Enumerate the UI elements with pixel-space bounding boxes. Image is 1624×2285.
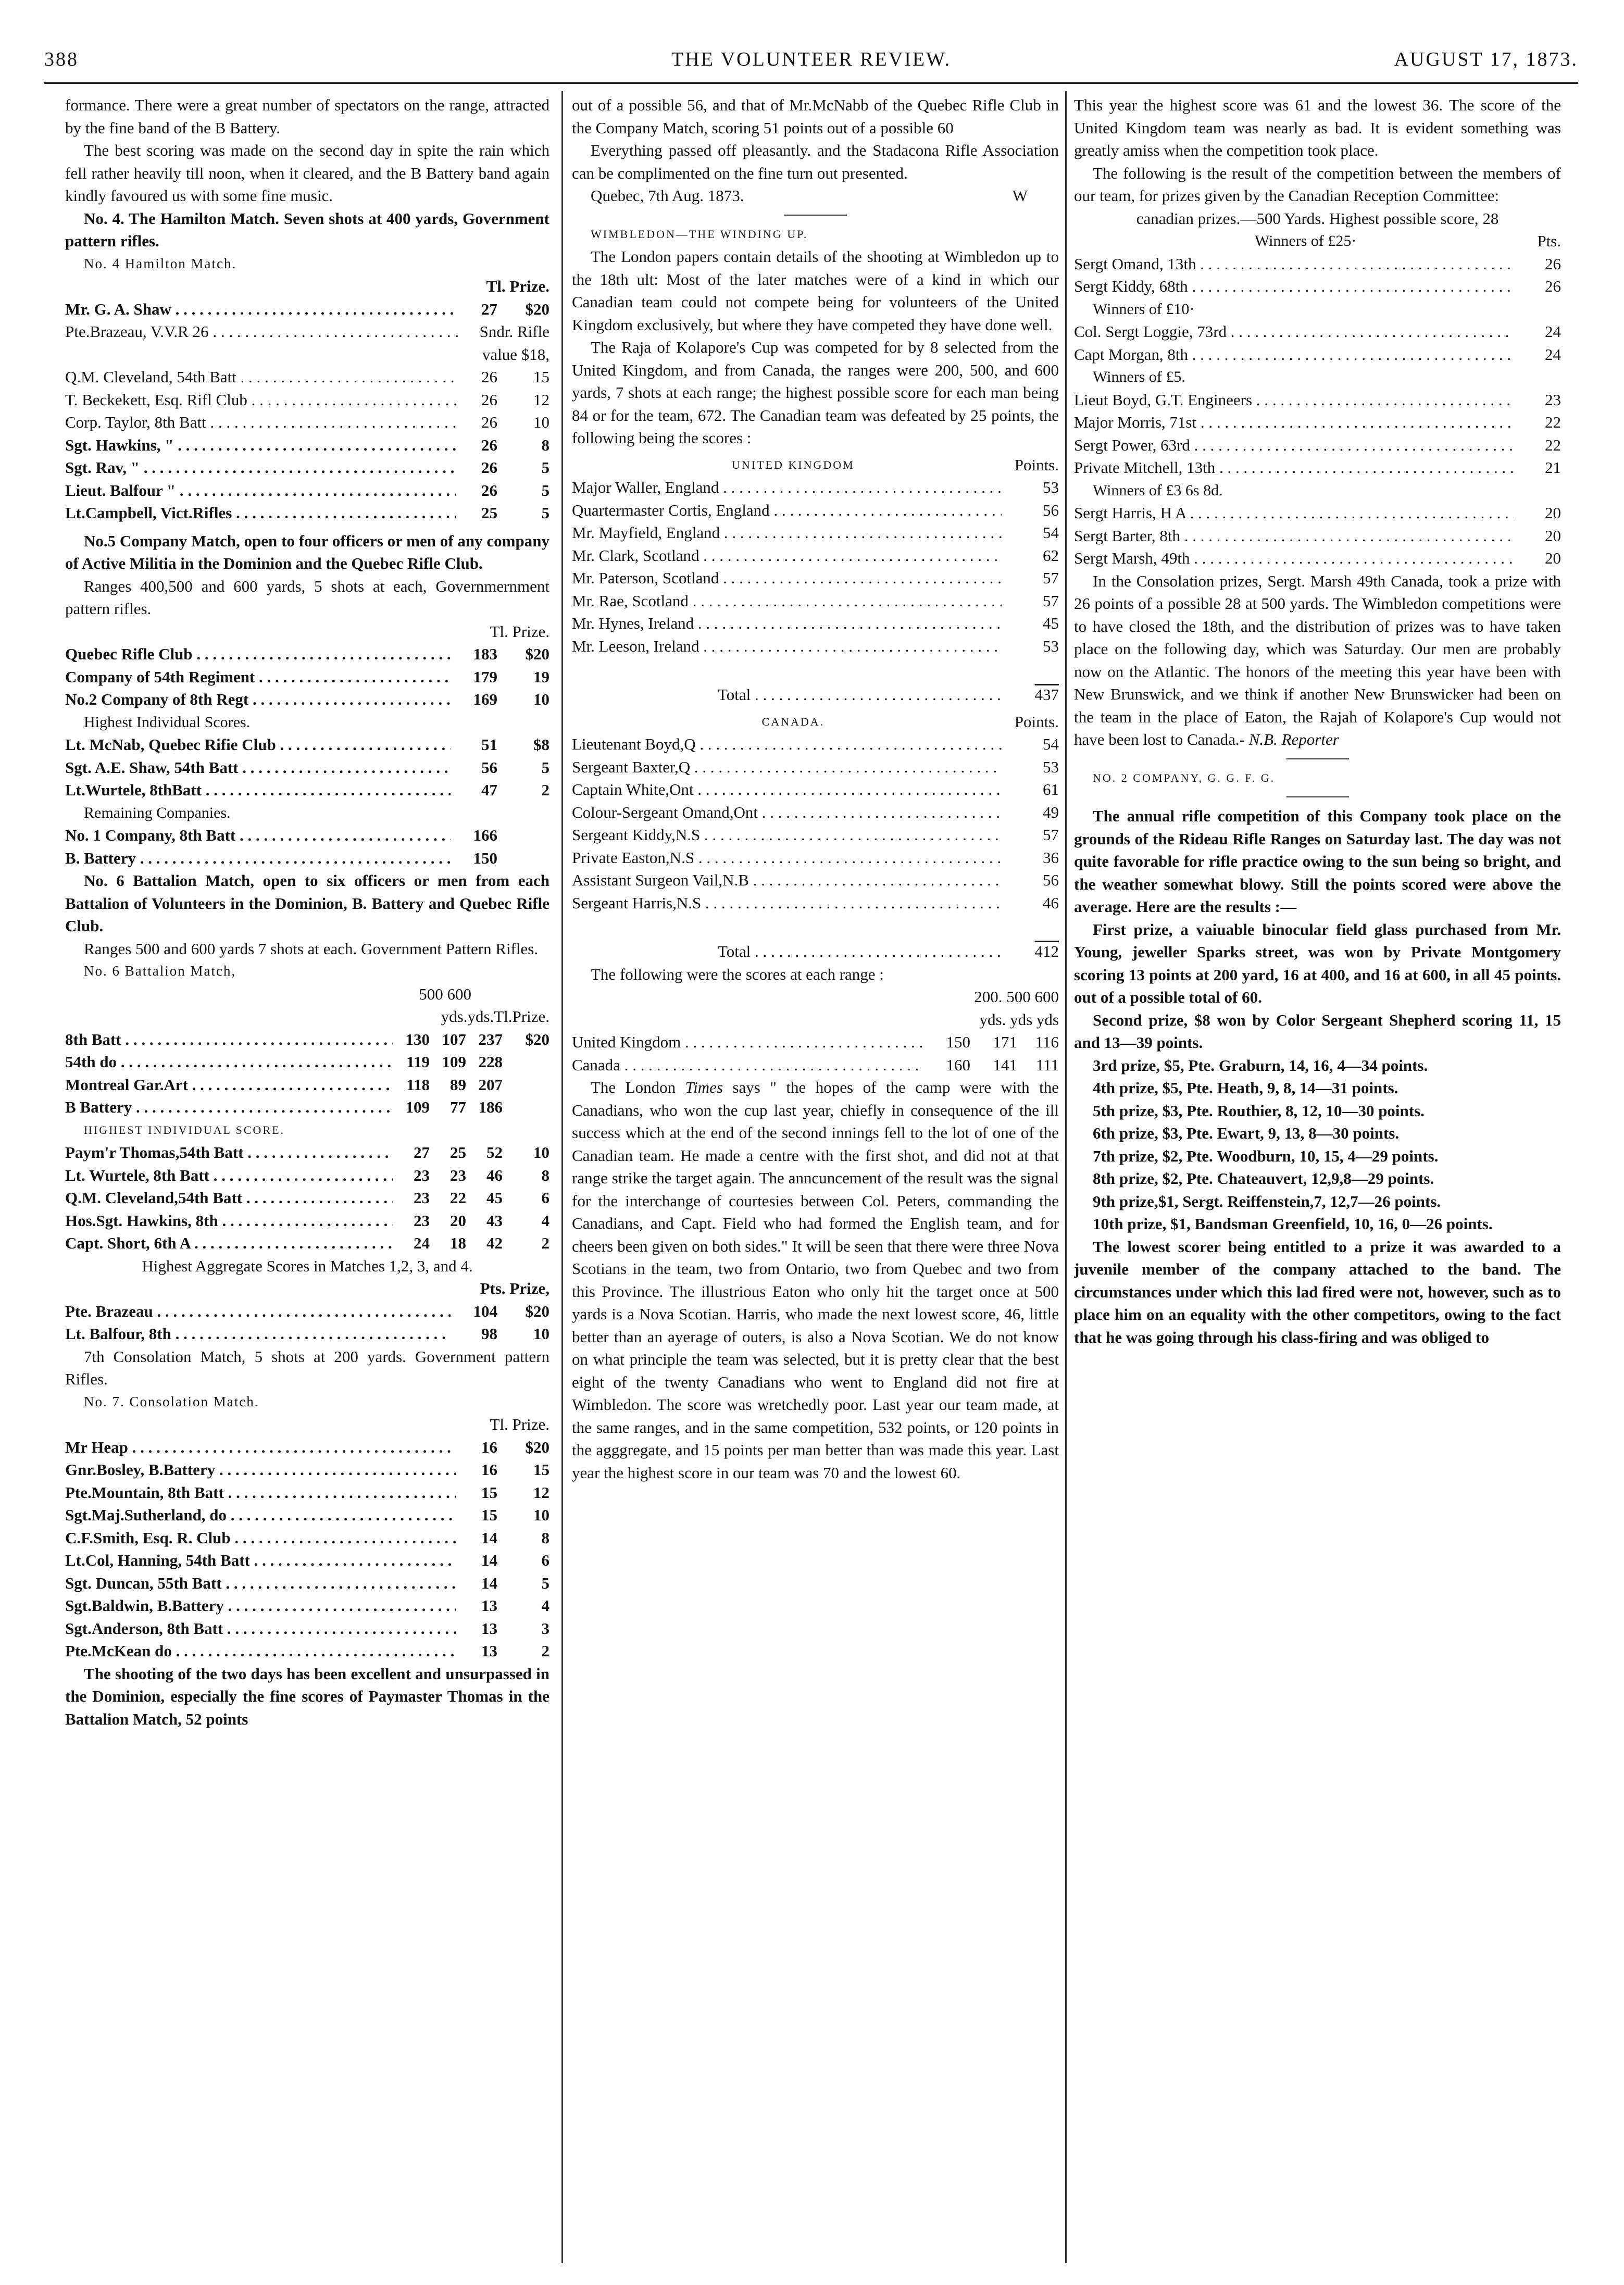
table-row: Colour-Sergeant Omand,Ont . . . 49 xyxy=(572,801,1059,824)
paragraph: 7th Consolation Match, 5 shots at 200 yards. Government pattern Rifles. xyxy=(65,1347,549,1388)
table-header: UNITED KINGDOM Points. xyxy=(732,455,1059,474)
table-row: Sergt Omand, 13th . . . 26 xyxy=(1074,253,1561,276)
table-row: Lieut. Balfour " . . . 26 5 xyxy=(65,479,549,502)
paragraph: No. 4. The Hamilton Match. Seven shots at 400 yards, Government pattern rifles. xyxy=(65,209,549,250)
table-row: Pte. Brazeau . . . 104 $20 xyxy=(65,1300,549,1323)
table-row: Mr. Clark, Scotland . . . 62 xyxy=(572,544,1059,567)
prize-winners-10-table xyxy=(1074,320,1561,366)
table-row: Sergt Harris, H A . . . 20 xyxy=(1074,502,1561,525)
table-header: CANADA. Points. xyxy=(761,712,1059,731)
table-row: Captain White,Ont . . . 61 xyxy=(572,778,1059,801)
masthead-title: THE VOLUNTEER REVIEW. xyxy=(671,48,951,70)
table-row: United Kingdom . . . 150 171 116 xyxy=(572,1031,1059,1054)
table-row: Q.M. Cleveland,54th Batt . . . 23 22 45 6 xyxy=(65,1187,549,1209)
column-divider-2 xyxy=(1065,91,1067,2263)
table-subtitle: Winners of £5. xyxy=(1093,368,1185,385)
paragraph: The London Times says " the hopes of the camp were with the Canadians, who won the cup last year, chiefly in consequence of the ill success which at the end of the second innings fell to the lot of one of the Canadian team. He made a centre with the first shot, and did not at that range strike the target again. The anncuncement of the result was the signal for the interchange of courtesies between Col. Peters, commanding the Canadians, and Capt. Field who had formed the English team, and for cheers been given on both sides." It will be seen that there were three Nova Scotians in the team, two from Ontario, two from Quebec and two from this Province. The illustrious Eaton who only hit the target once at 500 yards is a Nova Scotian. Harris, who made the next lowest score, 46, little better than an ayerage of outers, is also a Nova Scotian. We do not know on what principle the team was selected, but it is pretty clear that the best eight of the twenty Canadians who went to England did not fire at Wimbledon. The score was wretchedly poor. Last year our team made, at the same ranges, and in the same competition, 532 points, or 120 points in the agggregate, and 15 points per man better than was made this year. Last year the highest score in our team was 70 and the lowest 60. xyxy=(572,1078,1059,1482)
column-3 xyxy=(1074,94,1561,2271)
table-row: Lt.Wurtele, 8thBatt . . . 47 2 xyxy=(65,779,549,802)
prize-table-title: canadian prizes.—500 Yards. Highest possible score, 28 xyxy=(1136,209,1499,228)
table-row: Sergeant Harris,N.S . . . 46 xyxy=(572,892,1059,915)
battalion-match-table xyxy=(65,1028,549,1119)
dateline: Quebec, 7th Aug. 1873. W xyxy=(591,186,1028,205)
table-row: Capt Morgan, 8th . . . 24 xyxy=(1074,343,1561,366)
table-header: yds.yds.Tl.Prize. xyxy=(441,1007,549,1026)
table-row: Pte.McKean do . . . 13 2 xyxy=(65,1640,549,1663)
table-row: Sgt. A.E. Shaw, 54th Batt . . . 56 5 xyxy=(65,756,549,779)
table-subtitle: Winners of £3 6s 8d. xyxy=(1093,481,1223,499)
paragraph: Ranges 400,500 and 600 yards, 5 shots at each, Governmernment pattern rifles. xyxy=(65,577,549,618)
table-row: C.F.Smith, Esq. R. Club . . . 14 8 xyxy=(65,1527,549,1550)
prize-winners-5-table xyxy=(1074,389,1561,479)
table-row: Sergt Marsh, 49th . . . 20 xyxy=(1074,547,1561,570)
company-match-table xyxy=(65,643,549,711)
paragraph: The Raja of Kolapore's Cup was competed for by 8 selected from the United Kingdom, and from Canada, the ranges were 200, 500, and 600 yards, 7 shots at each range; the highest possible score for each man being 84 or for the team, 672. The Canadian team was defeated by 25 points, the following being the scores : xyxy=(572,338,1059,447)
paragraph: Ranges 500 and 600 yards 7 shots at each. Government Pattern Rifles. xyxy=(84,939,539,958)
table-row: Lt.Campbell, Vict.Rifles . . . 25 5 xyxy=(65,502,549,525)
table-row: 54th do . . . 119 109 228 xyxy=(65,1051,549,1073)
table-subtitle: Highest Individual Scores. xyxy=(84,713,251,731)
table-row: No. 1 Company, 8th Batt . . . 166 xyxy=(65,824,549,847)
paragraph: formance. There were a great number of spectators on the range, attracted by the fine band of the B Battery. xyxy=(65,96,549,137)
paragraph: Second prize, $8 won by Color Sergeant Shepherd scoring 11, 15 and 13—39 points. xyxy=(1074,1010,1561,1052)
table-row: Lt.Col, Hanning, 54th Batt . . . 14 6 xyxy=(65,1549,549,1572)
table-row: No.2 Company of 8th Regt . . . 169 10 xyxy=(65,688,549,711)
table-row: Mr. Mayfield, England . . . 54 xyxy=(572,521,1059,544)
table-header: Tl. Prize. xyxy=(486,277,549,295)
paragraph: In the Consolation prizes, Sergt. Marsh 49th Canada, took a prize with 26 points of a possible 28 at 500 yards. The Wimbledon competitions were to have closed the 18th, and the distribution of prizes was to have taken place on the following day, which was Saturday. Our men are probably now on the Atlantic. The honors of the meeting this year have been with New Brunswick, and we think if another New Brunswicker had been on the team in the place of Eaton, the Rajah of Kolapore's Cup would not have been lost to Canada.- N.B. Reporter xyxy=(1074,571,1561,748)
table-row: Montreal Gar.Art . . . 118 89 207 xyxy=(65,1073,549,1096)
table-header: yds. yds yds xyxy=(979,1010,1059,1029)
paragraph: 5th prize, $3, Pte. Routhier, 8, 12, 10—30 points. xyxy=(1093,1101,1425,1120)
table-row: value $18, xyxy=(482,345,549,364)
paragraph: Highest Aggregate Scores in Matches 1,2, 3, and 4. xyxy=(142,1256,473,1275)
paragraph: The London papers contain details of the shooting at Wimbledon up to the 18th ult: Most of the later matches were of a kind in which our Canadian team could not compete being for volunteers of the United Kingdom exclusively, but where they have competed they have done well. xyxy=(572,247,1059,334)
paragraph: 10th prize, $1, Bandsman Greenfield, 10, 16, 0—26 points. xyxy=(1093,1215,1493,1233)
table-title: No. 4 Hamilton Match. xyxy=(84,255,237,271)
table-row: Sgt.Baldwin, B.Battery . . . 13 4 xyxy=(65,1594,549,1617)
table-row: Major Morris, 71st . . . 22 xyxy=(1074,411,1561,434)
column-1 xyxy=(65,94,549,2271)
paragraph: 3rd prize, $5, Pte. Graburn, 14, 16, 4—34 points. xyxy=(1093,1056,1428,1075)
issue-date: AUGUST 17, 1873. xyxy=(1394,48,1578,70)
table-row: Quartermaster Cortis, England . . . 56 xyxy=(572,499,1059,522)
table-row: B Battery . . . 109 77 186 xyxy=(65,1096,549,1119)
table-row: Mr. Leeson, Ireland . . . 53 xyxy=(572,635,1059,658)
table-row: Sgt.Anderson, 8th Batt . . . 13 3 xyxy=(65,1617,549,1640)
paragraph: The following were the scores at each range : xyxy=(591,965,884,983)
table-row: Sergeant Baxter,Q . . . 53 xyxy=(572,756,1059,779)
table-row: Sergt Barter, 8th . . . 20 xyxy=(1074,525,1561,547)
section-heading: NO. 2 COMPANY, G. G. F. G. xyxy=(1093,771,1276,784)
table-title: No. 6 Battalion Match, xyxy=(84,963,236,979)
table-row: Pte.Mountain, 8th Batt . . . 15 12 xyxy=(65,1481,549,1504)
table-row: Mr Heap . . . 16 $20 xyxy=(65,1436,549,1459)
table-row: Pte.Brazeau, V.V.R 26 . . . Sndr. Rifle xyxy=(65,320,549,343)
header-rule xyxy=(44,82,1578,84)
table-row: B. Battery . . . 150 xyxy=(65,847,549,870)
paragraph: The following is the result of the competition between the members of our team, for prizes given by the Canadian Reception Committee: xyxy=(1074,164,1561,205)
table-row: Quebec Rifle Club . . . 183 $20 xyxy=(65,643,549,666)
hamilton-match-table xyxy=(65,298,549,525)
range-scores-table xyxy=(572,1031,1059,1076)
table-row: Sgt. Rav, " . . . 26 5 xyxy=(65,456,549,479)
paragraph: The lowest scorer being entitled to a prize it was awarded to a juvenile member of the company attached to the band. The circumstances under which this lad fired were not, however, such as to place him on an equality with the other competitors, owing to the fact that he was going through his class-firing and was obliged to xyxy=(1074,1237,1561,1346)
page-number: 388 xyxy=(44,48,79,70)
paragraph: 9th prize,$1, Sergt. Reiffenstein,7, 12,7—26 points. xyxy=(1093,1192,1441,1210)
table-row: Assistant Surgeon Vail,N.B . . . 56 xyxy=(572,869,1059,892)
table-subtitle: Remaining Companies. xyxy=(84,804,231,821)
table-header: Pts. Prize, xyxy=(480,1279,549,1297)
table-row: Q.M. Cleveland, 54th Batt . . . 26 15 xyxy=(65,366,549,389)
total-row: Total . . . 437 xyxy=(572,683,1059,706)
united-kingdom-table xyxy=(572,476,1059,657)
paragraph: This year the highest score was 61 and the lowest 36. The score of the United Kingdom team was nearly as bad. It is evident something was greatly amiss when the competition took place. xyxy=(1074,96,1561,159)
canada-table xyxy=(572,733,1059,914)
prize-winners-25-table xyxy=(1074,253,1561,298)
paragraph: 6th prize, $3, Pte. Ewart, 9, 13, 8—30 points. xyxy=(1093,1124,1400,1142)
table-row: Sgt.Maj.Sutherland, do . . . 15 10 xyxy=(65,1504,549,1527)
table-row: Canada . . . 160 141 111 xyxy=(572,1054,1059,1077)
remaining-companies-table xyxy=(65,824,549,869)
table-row: Mr. Paterson, Scotland . . . 57 xyxy=(572,567,1059,590)
table-row: Corp. Taylor, 8th Batt . . . 26 10 xyxy=(65,411,549,434)
table-header: Tl. Prize. xyxy=(490,1415,549,1433)
table-row: Sgt. Hawkins, " . . . 26 8 xyxy=(65,434,549,457)
table-header: Winners of £25· Pts. xyxy=(1254,232,1561,250)
table-header: 500 600 xyxy=(419,984,471,1003)
table-subtitle: HIGHEST INDIVIDUAL SCORE. xyxy=(84,1123,285,1137)
paragraph: No. 6 Battalion Match, open to six officers or men from each Battalion of Volunteers in the Dominion, B. Battery and Quebec Rifle Club. xyxy=(65,871,549,935)
section-rule xyxy=(1286,758,1349,759)
table-row: 8th Batt . . . 130 107 237 $20 xyxy=(65,1028,549,1051)
table-row: Mr. G. A. Shaw . . . 27 $20 xyxy=(65,298,549,321)
table-row: Lieut Boyd, G.T. Engineers . . . 23 xyxy=(1074,389,1561,411)
battalion-individual-table xyxy=(65,1141,549,1255)
section-rule xyxy=(784,215,847,216)
table-row: Sergeant Kiddy,N.S . . . 57 xyxy=(572,823,1059,846)
table-row: Paym'r Thomas,54th Batt . . . 27 25 52 10 xyxy=(65,1141,549,1164)
table-header: 200. 500 600 xyxy=(974,988,1059,1006)
table-row: Hos.Sgt. Hawkins, 8th . . . 23 20 43 4 xyxy=(65,1209,549,1232)
column-2 xyxy=(572,94,1059,2271)
prize-winners-3-table xyxy=(1074,502,1561,570)
paragraph: First prize, a vaiuable binocular field glass purchased from Mr. Young, jeweller Sparks street, was won by Private Montgomery scoring 13 points at 200 yard, 16 at 400, and 16 at 600, in all 45 points. out of a possible total of 60. xyxy=(1074,920,1561,1006)
table-row: Sergt Kiddy, 68th . . . 26 xyxy=(1074,275,1561,298)
page-header xyxy=(44,48,1578,79)
paragraph: The annual rifle competition of this Company took place on the grounds of the Rideau Rifle Ranges on Saturday last. The day was not quite favorable for rifle practice owing to the sun being so bright, and the weather somewhat blowy. Still the points scored were above the average. Here are the results :— xyxy=(1074,807,1561,916)
table-row: Private Easton,N.S . . . 36 xyxy=(572,846,1059,869)
paragraph: 4th prize, $5, Pte. Heath, 9, 8, 14—31 points. xyxy=(1093,1079,1398,1097)
column-divider-1 xyxy=(561,91,563,2263)
table-title: No. 7. Consolation Match. xyxy=(84,1393,259,1409)
table-row: Private Mitchell, 13th . . . 21 xyxy=(1074,456,1561,479)
consolation-match-table xyxy=(65,1436,549,1663)
table-row: Lt. Wurtele, 8th Batt . . . 23 23 46 8 xyxy=(65,1164,549,1187)
paragraph: 7th prize, $2, Pte. Woodburn, 10, 15, 4—29 points. xyxy=(1093,1146,1439,1165)
table-row: Capt. Short, 6th A . . . 24 18 42 2 xyxy=(65,1232,549,1255)
table-row: Sgt. Duncan, 55th Batt . . . 14 5 xyxy=(65,1572,549,1595)
total-row: Total . . . 412 xyxy=(572,940,1059,963)
table-row: Lt. Balfour, 8th . . . 98 10 xyxy=(65,1322,549,1345)
table-row: Lieutenant Boyd,Q . . . 54 xyxy=(572,733,1059,756)
section-heading: WIMBLEDON—THE WINDING UP. xyxy=(591,227,808,241)
table-row: Gnr.Bosley, B.Battery . . . 16 15 xyxy=(65,1458,549,1481)
table-row: Lt. McNab, Quebec Rifie Club . . . 51 $8 xyxy=(65,733,549,756)
paragraph: 8th prize, $2, Pte. Chateauvert, 12,9,8—29 points. xyxy=(1093,1169,1434,1188)
paragraph: out of a possible 56, and that of Mr.McNabb of the Quebec Rifle Club in the Company Match, scoring 51 points out of a possible 60 xyxy=(572,96,1059,137)
table-header: Tl. Prize. xyxy=(490,622,549,641)
table-row: Company of 54th Regiment . . . 179 19 xyxy=(65,666,549,689)
table-subtitle: Winners of £10· xyxy=(1093,300,1195,318)
section-rule xyxy=(1286,796,1349,797)
paragraph: The best scoring was made on the second day in spite the rain which fell rather heavily till noon, when it cleared, and the B Battery band again kindly favoured us with some fine music. xyxy=(65,141,549,205)
paragraph: The shooting of the two days has been excellent and unsurpassed in the Dominion, especially the fine scores of Paymaster Thomas in the Battalion Match, 52 points xyxy=(65,1664,549,1728)
aggregate-table xyxy=(65,1300,549,1345)
paragraph: Everything passed off pleasantly. and the Stadacona Rifle Association can be complimented on the fine turn out presented. xyxy=(572,141,1059,182)
paragraph: No.5 Company Match, open to four officers or men of any company of Active Militia in the Dominion and the Quebec Rifle Club. xyxy=(65,531,549,572)
table-row: Mr. Hynes, Ireland . . . 45 xyxy=(572,612,1059,635)
table-row: Sergt Power, 63rd . . . 22 xyxy=(1074,434,1561,457)
table-row: Major Waller, England . . . 53 xyxy=(572,476,1059,499)
individual-scores-table xyxy=(65,733,549,802)
table-row: T. Beckekett, Esq. Rifl Club . . . 26 12 xyxy=(65,389,549,411)
table-row: Mr. Rae, Scotland . . . 57 xyxy=(572,590,1059,613)
table-row: Col. Sergt Loggie, 73rd . . . 24 xyxy=(1074,320,1561,343)
